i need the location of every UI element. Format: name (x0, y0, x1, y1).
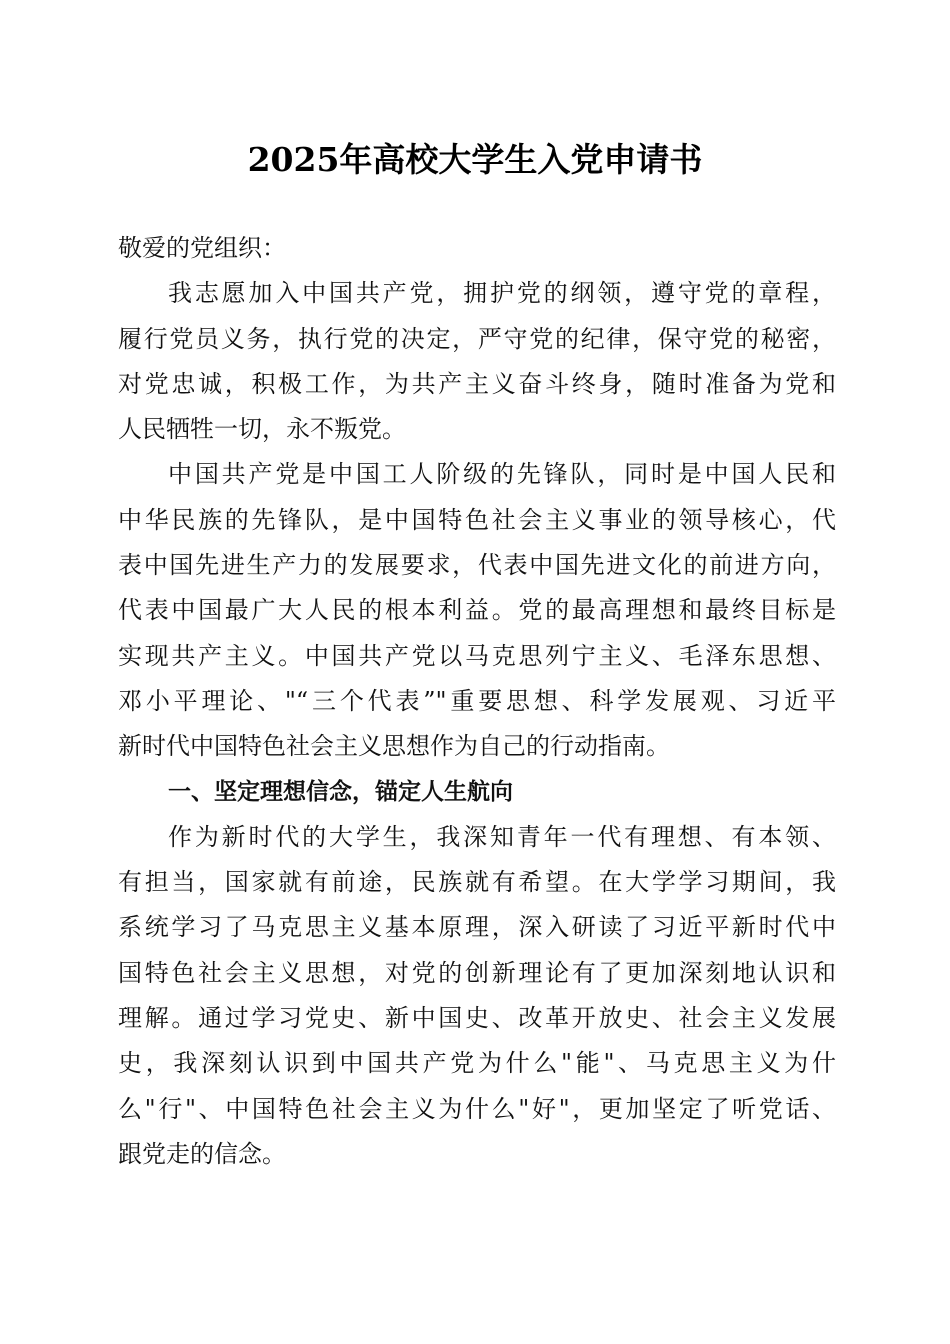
document-body (118, 226, 836, 1177)
paragraph-line: 国特色社会主义思想，对党的创新理论有了更加深刻地认识和 (118, 958, 836, 987)
paragraph-line: 表中国先进生产力的发展要求，代表中国先进文化的前进方向， (118, 551, 836, 580)
paragraph-line: 新时代中国特色社会主义思想作为自己的行动指南。 (118, 732, 670, 761)
paragraph-line: 么"行"、中国特色社会主义为什么"好"，更加坚定了听党话、 (118, 1094, 836, 1123)
paragraph-line: 作为新时代的大学生，我深知青年一代有理想、有本领、 (168, 822, 836, 851)
paragraph-line: 有担当，国家就有前途，民族就有希望。在大学学习期间，我 (118, 868, 836, 897)
paragraph-oath (118, 271, 836, 452)
section-heading: 一、坚定理想信念，锚定人生航向 (168, 778, 513, 805)
paragraph-line: 我志愿加入中国共产党，拥护党的纲领，遵守党的章程， (168, 279, 836, 308)
paragraph-line: 履行党员义务，执行党的决定，严守党的纪律，保守党的秘密， (118, 324, 836, 353)
document-title: 2025年高校大学生入党申请书 (247, 140, 703, 179)
paragraph-line: 邓小平理论、"“三个代表”"重要思想、科学发展观、习近平 (118, 686, 836, 715)
paragraph-line: 实现共产主义。中国共产党以马克思列宁主义、毛泽东思想、 (118, 641, 836, 670)
salutation: 敬爱的党组织： (118, 234, 286, 262)
paragraph-line: 史，我深刻认识到中国共产党为什么"能"、马克思主义为什 (118, 1049, 836, 1078)
paragraph-line: 中华民族的先锋队，是中国特色社会主义事业的领导核心，代 (118, 505, 836, 534)
paragraph-line: 中国共产党是中国工人阶级的先锋队，同时是中国人民和 (168, 460, 836, 489)
paragraph-line: 跟党走的信念。 (118, 1139, 286, 1168)
paragraph-line: 对党忠诚，积极工作，为共产主义奋斗终身，随时准备为党和 (118, 369, 836, 398)
paragraph-line: 代表中国最广大人民的根本利益。党的最高理想和最终目标是 (118, 596, 836, 625)
paragraph-party-nature (118, 452, 836, 769)
paragraph-line: 理解。通过学习党史、新中国史、改革开放史、社会主义发展 (118, 1004, 836, 1033)
paragraph-line: 人民牺牲一切，永不叛党。 (118, 415, 406, 444)
paragraph-line: 系统学习了马克思主义基本原理，深入研读了习近平新时代中 (118, 913, 836, 942)
paragraph-ideals (118, 815, 836, 1177)
